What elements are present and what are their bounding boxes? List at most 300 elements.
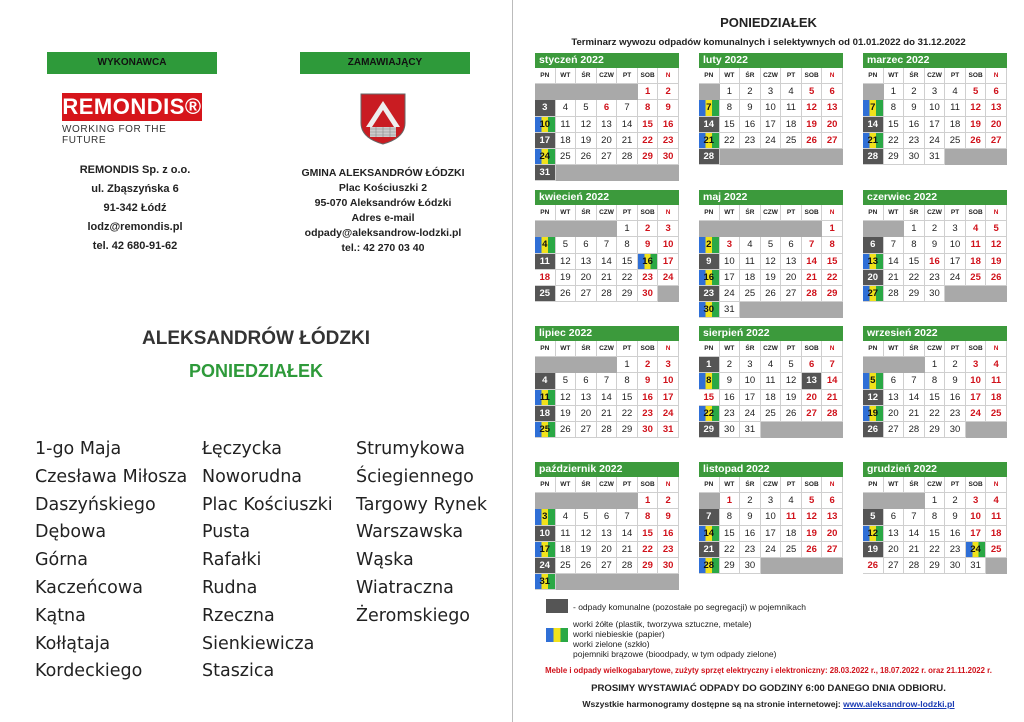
calendar-day: 6	[597, 509, 618, 525]
empty-day	[556, 574, 577, 590]
empty-day	[597, 574, 618, 590]
calendar-day: 27	[781, 286, 802, 302]
weekday-header: PT	[945, 477, 966, 493]
calendar-day: 2	[658, 493, 679, 509]
calendar-day: 23	[658, 542, 679, 558]
selective-waste-day: 14	[699, 526, 720, 542]
empty-day	[781, 149, 802, 165]
calendar-day: 5	[576, 509, 597, 525]
empty-day	[720, 221, 741, 237]
empty-day	[658, 165, 679, 181]
street-name: Kaczeńcowa	[35, 577, 143, 598]
empty-day	[638, 165, 659, 181]
empty-day	[556, 84, 577, 100]
legend-selective-swatch	[546, 628, 568, 642]
calendar-day: 19	[761, 270, 782, 286]
weekday-header: N	[822, 68, 843, 84]
weekday-header: CZW	[597, 477, 618, 493]
calendar-day: 14	[822, 373, 843, 389]
calendar-day: 1	[617, 221, 638, 237]
calendar-day: 29	[884, 149, 905, 165]
empty-day	[945, 286, 966, 302]
calendar-day: 7	[597, 373, 618, 389]
weekday-header: WT	[884, 68, 905, 84]
calendar-day: 22	[822, 270, 843, 286]
empty-day	[576, 574, 597, 590]
street-name: Łęczycka	[202, 439, 282, 459]
calendar-day: 22	[925, 406, 946, 422]
schedule-subtitle: Terminarz wywozu odpadów komunalnych i selektywnych od 01.01.2022 do 31.12.2022	[571, 37, 966, 48]
calendar-day: 2	[638, 357, 659, 373]
calendar-day: 20	[884, 406, 905, 422]
calendar-day: 26	[781, 406, 802, 422]
client-info	[283, 166, 483, 256]
selective-waste-day: 13	[863, 254, 884, 270]
calendar-day: 5	[781, 357, 802, 373]
empty-day	[556, 357, 577, 373]
mixed-waste-day: 11	[535, 254, 556, 270]
calendar-day: 27	[822, 133, 843, 149]
calendar-day: 11	[986, 509, 1007, 525]
weekday-header: PT	[617, 68, 638, 84]
calendar-day: 7	[617, 509, 638, 525]
weekday-header: N	[986, 477, 1007, 493]
right-panel	[513, 0, 1024, 722]
calendar-day: 19	[576, 542, 597, 558]
month-days-grid	[863, 341, 1007, 438]
calendar-day: 27	[597, 149, 618, 165]
calendar-day: 16	[945, 390, 966, 406]
empty-day	[802, 558, 823, 574]
calendar-day: 8	[720, 100, 741, 116]
legend-brown: pojemniki brązowe (bioodpady, w tym odpady zielone)	[573, 649, 777, 659]
calendar-day: 9	[945, 509, 966, 525]
calendar-day: 7	[617, 100, 638, 116]
empty-day	[597, 493, 618, 509]
calendar-day: 14	[597, 390, 618, 406]
calendar-day: 11	[781, 509, 802, 525]
calendar-day: 14	[904, 390, 925, 406]
calendar-day: 17	[720, 270, 741, 286]
calendar-day: 2	[945, 493, 966, 509]
selective-waste-day: 8	[699, 373, 720, 389]
calendar-day: 5	[966, 84, 987, 100]
calendar-day: 15	[925, 526, 946, 542]
weekday-header: WT	[556, 205, 577, 221]
street-name: Targowy Rynek	[356, 494, 488, 515]
weekday-header: ŚR	[576, 68, 597, 84]
calendar-day: 21	[617, 542, 638, 558]
calendar-day: 30	[720, 422, 741, 438]
calendar-day: 13	[822, 509, 843, 525]
empty-day	[761, 422, 782, 438]
calendar-day: 24	[761, 542, 782, 558]
calendar-day: 26	[556, 286, 577, 302]
month-title: lipiec 2022	[535, 326, 679, 341]
legend-selective-text	[573, 619, 776, 659]
month-title: czerwiec 2022	[863, 190, 1007, 205]
calendar-day: 1	[884, 84, 905, 100]
weekday-header: PN	[699, 477, 720, 493]
empty-day	[822, 302, 843, 318]
calendar-day: 17	[966, 390, 987, 406]
calendar-day: 21	[597, 406, 618, 422]
contractor-info	[40, 161, 230, 256]
calendar-day: 27	[884, 422, 905, 438]
empty-day	[597, 357, 618, 373]
calendar-day: 3	[740, 357, 761, 373]
empty-day	[576, 84, 597, 100]
street-list-col2	[202, 436, 333, 686]
calendar-day: 21	[904, 542, 925, 558]
calendar-day: 20	[781, 270, 802, 286]
municipality-crest-icon	[360, 93, 406, 145]
calendar-day: 15	[925, 390, 946, 406]
empty-day	[576, 221, 597, 237]
calendar-day: 10	[945, 237, 966, 253]
empty-day	[576, 493, 597, 509]
calendar-day: 13	[884, 526, 905, 542]
calendar-day: 9	[904, 100, 925, 116]
calendar-day: 6	[781, 237, 802, 253]
empty-day	[556, 493, 577, 509]
weekday-header: ŚR	[740, 477, 761, 493]
month-calendar	[863, 326, 1007, 438]
calendar-day: 5	[986, 221, 1007, 237]
month-days-grid	[535, 477, 679, 590]
calendar-day: 4	[761, 357, 782, 373]
calendar-day: 7	[904, 509, 925, 525]
weekday-header: PT	[781, 68, 802, 84]
weekday-header: N	[986, 68, 1007, 84]
calendar-day: 26	[576, 149, 597, 165]
calendar-day: 18	[740, 270, 761, 286]
calendar-day: 23	[740, 133, 761, 149]
calendar-day: 30	[904, 149, 925, 165]
weekday-header: PN	[699, 205, 720, 221]
empty-day	[863, 221, 884, 237]
calendar-day: 9	[945, 373, 966, 389]
calendar-day: 9	[638, 237, 659, 253]
weekday-header: PN	[863, 68, 884, 84]
weekday-header: CZW	[925, 341, 946, 357]
street-name: Rafałki	[202, 550, 262, 571]
selective-waste-day: 5	[863, 373, 884, 389]
empty-day	[740, 302, 761, 318]
calendar-day: 14	[904, 526, 925, 542]
weekday-header: ŚR	[740, 341, 761, 357]
empty-day	[863, 84, 884, 100]
month-calendar	[699, 326, 843, 438]
empty-day	[966, 286, 987, 302]
street-name: Staszica	[202, 661, 275, 682]
weekday-header: WT	[556, 341, 577, 357]
calendar-day: 28	[822, 406, 843, 422]
calendar-day: 3	[945, 221, 966, 237]
selective-waste-day: 17	[535, 542, 556, 558]
street-name: Dębowa	[35, 522, 107, 543]
legend-blue: worki niebieskie (papier)	[573, 629, 665, 639]
calendar-day: 29	[925, 558, 946, 574]
calendar-day: 9	[658, 100, 679, 116]
weekday-header: PT	[945, 68, 966, 84]
calendar-day: 20	[986, 117, 1007, 133]
month-title: listopad 2022	[699, 462, 843, 477]
street-name: Kołłątaja	[35, 633, 111, 654]
calendar-day: 29	[638, 149, 659, 165]
calendar-day: 25	[556, 149, 577, 165]
empty-day	[904, 357, 925, 373]
selective-waste-day: 27	[863, 286, 884, 302]
month-calendar	[699, 462, 843, 574]
client-email: odpady@aleksandrow-lodzki.pl	[304, 227, 462, 239]
mixed-waste-day: 31	[535, 165, 556, 181]
street-name: Żeromskiego	[356, 605, 471, 626]
calendar-day: 10	[966, 509, 987, 525]
calendar-day: 6	[822, 493, 843, 509]
mixed-waste-day: 29	[699, 422, 720, 438]
empty-day	[986, 286, 1007, 302]
calendar-day: 24	[966, 406, 987, 422]
calendar-day: 14	[617, 526, 638, 542]
legend-mixed-text: - odpady komunalne (pozostałe po segregacji) w pojemnikach	[573, 602, 806, 612]
month-title: grudzień 2022	[863, 462, 1007, 477]
calendar-day: 6	[884, 373, 905, 389]
calendar-day: 20	[822, 117, 843, 133]
calendar-day: 17	[945, 254, 966, 270]
contractor-city: 91-342 Łódź	[103, 202, 167, 214]
calendar-day: 28	[904, 558, 925, 574]
street-name: Kordeckiego	[35, 661, 143, 682]
calendar-day: 14	[802, 254, 823, 270]
empty-day	[617, 574, 638, 590]
street-name: Czesława Miłosza	[35, 466, 188, 487]
calendar-day: 17	[925, 117, 946, 133]
calendar-day: 8	[638, 100, 659, 116]
calendar-day: 1	[638, 84, 659, 100]
calendar-day: 31	[720, 302, 741, 318]
weekday-header: WT	[720, 477, 741, 493]
calendar-day: 4	[986, 357, 1007, 373]
weekday-header: N	[822, 341, 843, 357]
calendar-day: 12	[986, 237, 1007, 253]
calendar-day: 16	[740, 117, 761, 133]
month-title: styczeń 2022	[535, 53, 679, 68]
calendar-day: 5	[556, 373, 577, 389]
calendar-day: 24	[925, 133, 946, 149]
calendar-day: 29	[904, 286, 925, 302]
client-email-label: Adres e-mail	[351, 212, 415, 224]
weekday-header: N	[986, 205, 1007, 221]
calendar-day: 22	[617, 270, 638, 286]
calendar-day: 21	[597, 270, 618, 286]
weekday-header: ŚR	[740, 68, 761, 84]
mixed-waste-day: 7	[699, 509, 720, 525]
empty-day	[884, 357, 905, 373]
calendar-day: 6	[597, 100, 618, 116]
empty-day	[576, 165, 597, 181]
calendar-day: 3	[966, 493, 987, 509]
month-title: luty 2022	[699, 53, 843, 68]
mixed-waste-day: 9	[699, 254, 720, 270]
mixed-waste-day: 25	[535, 286, 556, 302]
empty-day	[638, 574, 659, 590]
weekday-header: PN	[699, 68, 720, 84]
weekday-header: PN	[863, 477, 884, 493]
calendar-day: 22	[904, 270, 925, 286]
empty-day	[556, 165, 577, 181]
empty-day	[699, 84, 720, 100]
empty-day	[863, 493, 884, 509]
contractor-email: lodz@remondis.pl	[87, 221, 183, 233]
weekday-header: WT	[720, 68, 741, 84]
calendar-day: 20	[884, 542, 905, 558]
calendar-day: 7	[597, 237, 618, 253]
empty-day	[617, 165, 638, 181]
empty-day	[904, 493, 925, 509]
calendar-day: 13	[597, 526, 618, 542]
mixed-waste-day: 14	[699, 117, 720, 133]
selective-waste-day: 3	[535, 509, 556, 525]
calendar-day: 6	[576, 373, 597, 389]
calendar-day: 13	[884, 390, 905, 406]
month-calendar	[535, 462, 679, 590]
selective-waste-day: 24	[966, 542, 987, 558]
month-title: październik 2022	[535, 462, 679, 477]
client-street: Plac Kościuszki 2	[338, 182, 428, 194]
empty-day	[986, 558, 1007, 574]
mixed-waste-day: 17	[535, 133, 556, 149]
calendar-day: 8	[617, 373, 638, 389]
calendar-day: 17	[658, 390, 679, 406]
calendar-day: 18	[761, 390, 782, 406]
calendar-day: 3	[658, 357, 679, 373]
calendar-day: 6	[576, 237, 597, 253]
calendar-day: 24	[740, 406, 761, 422]
calendar-day: 20	[576, 270, 597, 286]
street-name: 1-go Maja	[35, 439, 122, 459]
mixed-waste-day: 6	[863, 237, 884, 253]
calendar-day: 7	[822, 357, 843, 373]
calendar-day: 27	[597, 558, 618, 574]
calendar-day: 23	[945, 542, 966, 558]
calendar-day: 12	[802, 100, 823, 116]
calendar-day: 17	[740, 390, 761, 406]
calendar-day: 3	[720, 237, 741, 253]
selective-waste-day: 22	[699, 406, 720, 422]
weekday-header: CZW	[925, 68, 946, 84]
calendar-day: 22	[617, 406, 638, 422]
mixed-waste-day: 14	[863, 117, 884, 133]
empty-day	[597, 165, 618, 181]
calendar-day: 10	[761, 509, 782, 525]
website-link[interactable]: www.aleksandrow-lodzki.pl	[843, 699, 955, 709]
month-calendar	[863, 190, 1007, 302]
weekday-header: CZW	[597, 341, 618, 357]
calendar-day: 16	[720, 390, 741, 406]
calendar-day: 16	[638, 390, 659, 406]
calendar-day: 15	[904, 254, 925, 270]
weekday-header: CZW	[761, 205, 782, 221]
calendar-day: 22	[925, 542, 946, 558]
street-name: Górna	[35, 550, 88, 571]
calendar-day: 9	[740, 509, 761, 525]
calendar-day: 1	[925, 357, 946, 373]
calendar-day: 8	[720, 509, 741, 525]
calendar-day: 10	[761, 100, 782, 116]
calendar-day: 8	[638, 509, 659, 525]
empty-day	[535, 357, 556, 373]
month-days-grid	[699, 205, 843, 318]
street-name: Pusta	[202, 522, 251, 543]
empty-day	[863, 357, 884, 373]
calendar-day: 1	[925, 493, 946, 509]
calendar-day: 4	[781, 84, 802, 100]
empty-day	[597, 221, 618, 237]
selective-waste-day: 16	[638, 254, 659, 270]
month-days-grid	[699, 68, 843, 165]
calendar-day: 30	[658, 149, 679, 165]
remondis-logo: REMONDIS®	[62, 94, 202, 119]
empty-day	[802, 221, 823, 237]
empty-day	[986, 149, 1007, 165]
calendar-day: 20	[576, 406, 597, 422]
calendar-day: 30	[925, 286, 946, 302]
calendar-day: 26	[802, 542, 823, 558]
empty-day	[658, 574, 679, 590]
calendar-day: 23	[904, 133, 925, 149]
weekday-header: SOB	[966, 341, 987, 357]
street-name: Rzeczna	[202, 605, 275, 626]
calendar-day: 29	[617, 422, 638, 438]
selective-waste-day: 24	[535, 149, 556, 165]
calendar-day: 11	[761, 373, 782, 389]
selective-waste-day: 30	[699, 302, 720, 318]
weekday-header: PT	[617, 341, 638, 357]
mixed-waste-day: 10	[535, 526, 556, 542]
calendar-day: 19	[802, 526, 823, 542]
mixed-waste-day: 19	[863, 542, 884, 558]
mixed-waste-day: 20	[863, 270, 884, 286]
contractor-header: WYKONAWCA	[47, 52, 217, 74]
calendar-day: 27	[576, 286, 597, 302]
calendar-day: 4	[966, 221, 987, 237]
empty-day	[781, 422, 802, 438]
month-calendar	[535, 326, 679, 438]
calendar-day: 23	[720, 406, 741, 422]
weekday-header: PT	[945, 205, 966, 221]
calendar-day: 31	[966, 558, 987, 574]
calendar-day: 11	[945, 100, 966, 116]
calendar-day: 26	[966, 133, 987, 149]
weekday-header: SOB	[802, 341, 823, 357]
selective-waste-day: 11	[535, 390, 556, 406]
calendar-day: 18	[986, 526, 1007, 542]
calendar-day: 2	[740, 493, 761, 509]
empty-day	[597, 84, 618, 100]
weekday-header: SOB	[966, 477, 987, 493]
calendar-day: 2	[945, 357, 966, 373]
empty-day	[740, 149, 761, 165]
calendar-day: 19	[802, 117, 823, 133]
empty-day	[535, 84, 556, 100]
weekday-header: N	[658, 477, 679, 493]
weekday-header: WT	[720, 205, 741, 221]
month-days-grid	[535, 68, 679, 181]
calendar-day: 25	[781, 133, 802, 149]
calendar-day: 3	[761, 84, 782, 100]
weekday-header: CZW	[761, 477, 782, 493]
